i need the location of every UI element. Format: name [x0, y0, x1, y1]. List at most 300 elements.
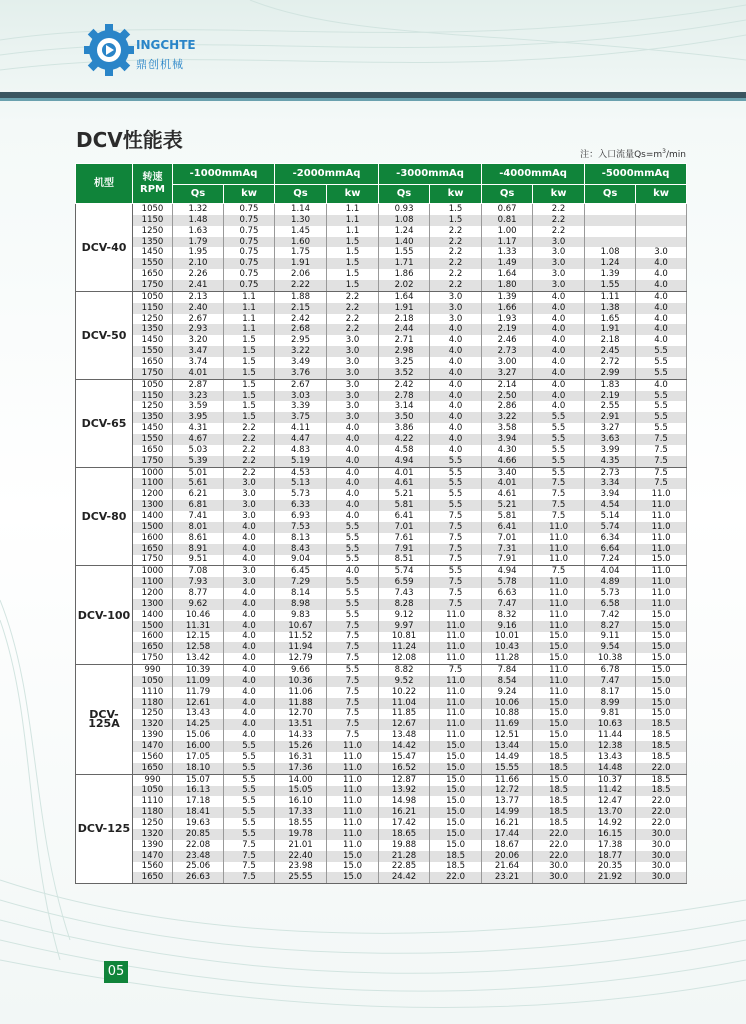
table-row — [76, 357, 687, 368]
cell-kw-3000: 7.5 — [430, 665, 482, 676]
header-model: 机型 — [76, 164, 133, 204]
cell-kw-3000: 4.0 — [430, 379, 482, 390]
cell-qs-2000: 15.05 — [275, 786, 327, 797]
table-row — [76, 741, 687, 752]
cell-rpm: 1650 — [133, 269, 173, 280]
cell-qs-3000: 3.52 — [379, 368, 430, 379]
cell-qs-5000: 10.38 — [585, 653, 636, 664]
cell-qs-5000: 1.38 — [585, 303, 636, 314]
cell-kw-2000: 2.2 — [327, 291, 379, 302]
cell-kw-4000: 3.0 — [533, 258, 585, 269]
model-group — [76, 566, 687, 665]
cell-kw-1000: 0.75 — [224, 237, 275, 248]
cell-kw-5000: 30.0 — [636, 872, 687, 883]
model-group — [76, 379, 687, 467]
cell-qs-1000: 11.79 — [173, 687, 224, 698]
cell-kw-3000: 4.0 — [430, 423, 482, 434]
cell-qs-1000: 4.67 — [173, 434, 224, 445]
table-row — [76, 719, 687, 730]
unit-note-exponent: 3 — [662, 148, 666, 155]
cell-kw-2000: 7.5 — [327, 719, 379, 730]
cell-qs-4000: 8.54 — [482, 676, 533, 687]
cell-kw-2000: 4.0 — [327, 566, 379, 577]
cell-kw-2000: 3.0 — [327, 357, 379, 368]
table-row — [76, 346, 687, 357]
cell-kw-2000: 11.0 — [327, 829, 379, 840]
cell-kw-3000: 3.0 — [430, 314, 482, 325]
cell-kw-3000: 4.0 — [430, 391, 482, 402]
cell-kw-2000: 11.0 — [327, 807, 379, 818]
cell-qs-3000: 4.22 — [379, 434, 430, 445]
cell-kw-4000: 30.0 — [533, 872, 585, 883]
cell-qs-3000: 17.42 — [379, 818, 430, 829]
cell-qs-1000: 1.48 — [173, 215, 224, 226]
cell-kw-2000: 5.5 — [327, 533, 379, 544]
cell-qs-2000: 18.55 — [275, 818, 327, 829]
table-row — [76, 314, 687, 325]
model-name-cell: DCV-65 — [76, 379, 133, 467]
cell-qs-1000: 17.18 — [173, 796, 224, 807]
cell-kw-3000: 3.0 — [430, 291, 482, 302]
cell-qs-1000: 17.05 — [173, 752, 224, 763]
table-row — [76, 642, 687, 653]
not-available-cell — [636, 237, 687, 248]
model-group — [76, 291, 687, 379]
cell-qs-3000: 4.01 — [379, 467, 430, 478]
cell-kw-4000: 15.0 — [533, 719, 585, 730]
cell-qs-5000: 7.42 — [585, 610, 636, 621]
cell-kw-5000: 30.0 — [636, 840, 687, 851]
cell-kw-1000: 0.75 — [224, 215, 275, 226]
header-speed-rpm: RPM — [140, 183, 165, 195]
cell-qs-2000: 2.67 — [275, 379, 327, 390]
cell-qs-2000: 5.73 — [275, 489, 327, 500]
cell-rpm: 1400 — [133, 511, 173, 522]
cell-rpm: 1390 — [133, 840, 173, 851]
cell-kw-2000: 7.5 — [327, 730, 379, 741]
cell-kw-4000: 7.5 — [533, 478, 585, 489]
cell-qs-3000: 2.71 — [379, 335, 430, 346]
table-row — [76, 632, 687, 643]
cell-kw-3000: 2.2 — [430, 237, 482, 248]
cell-qs-3000: 13.92 — [379, 786, 430, 797]
table-row — [76, 379, 687, 390]
cell-kw-2000: 4.0 — [327, 511, 379, 522]
cell-kw-3000: 7.5 — [430, 599, 482, 610]
model-name-cell: DCV-125 — [76, 774, 133, 884]
cell-qs-4000: 20.06 — [482, 851, 533, 862]
cell-qs-4000: 3.27 — [482, 368, 533, 379]
cell-qs-3000: 3.86 — [379, 423, 430, 434]
table-row — [76, 588, 687, 599]
cell-qs-4000: 2.46 — [482, 335, 533, 346]
cell-kw-2000: 3.0 — [327, 368, 379, 379]
cell-qs-2000: 3.75 — [275, 412, 327, 423]
table-row — [76, 226, 687, 237]
cell-qs-2000: 9.83 — [275, 610, 327, 621]
cell-qs-3000: 5.81 — [379, 500, 430, 511]
cell-kw-1000: 0.75 — [224, 280, 275, 291]
cell-qs-3000: 1.40 — [379, 237, 430, 248]
cell-qs-5000: 6.78 — [585, 665, 636, 676]
cell-qs-5000: 6.34 — [585, 533, 636, 544]
cell-kw-1000: 4.0 — [224, 621, 275, 632]
cell-kw-1000: 1.5 — [224, 379, 275, 390]
cell-qs-4000: 2.19 — [482, 324, 533, 335]
cell-kw-5000: 18.5 — [636, 752, 687, 763]
cell-kw-3000: 5.5 — [430, 500, 482, 511]
cell-rpm: 1350 — [133, 237, 173, 248]
cell-qs-1000: 2.40 — [173, 303, 224, 314]
table-row — [76, 423, 687, 434]
table-row — [76, 280, 687, 291]
cell-kw-2000: 4.0 — [327, 456, 379, 467]
cell-qs-4000: 17.44 — [482, 829, 533, 840]
cell-qs-3000: 16.21 — [379, 807, 430, 818]
cell-kw-5000: 4.0 — [636, 379, 687, 390]
cell-kw-4000: 18.5 — [533, 807, 585, 818]
cell-qs-1000: 20.85 — [173, 829, 224, 840]
cell-qs-5000: 21.92 — [585, 872, 636, 883]
cell-qs-3000: 2.44 — [379, 324, 430, 335]
cell-qs-4000: 1.80 — [482, 280, 533, 291]
cell-qs-2000: 11.52 — [275, 632, 327, 643]
cell-qs-2000: 8.14 — [275, 588, 327, 599]
cell-qs-5000: 13.70 — [585, 807, 636, 818]
cell-rpm: 1250 — [133, 709, 173, 720]
cell-kw-1000: 5.5 — [224, 796, 275, 807]
cell-rpm: 1650 — [133, 763, 173, 774]
table-row — [76, 577, 687, 588]
cell-qs-5000: 17.38 — [585, 840, 636, 851]
cell-qs-3000: 9.12 — [379, 610, 430, 621]
cell-rpm: 1110 — [133, 796, 173, 807]
cell-kw-4000: 2.2 — [533, 215, 585, 226]
cell-kw-1000: 5.5 — [224, 807, 275, 818]
cell-kw-1000: 4.0 — [224, 665, 275, 676]
cell-kw-3000: 15.0 — [430, 807, 482, 818]
cell-qs-4000: 1.49 — [482, 258, 533, 269]
cell-kw-5000: 4.0 — [636, 335, 687, 346]
cell-qs-4000: 1.17 — [482, 237, 533, 248]
cell-kw-4000: 11.0 — [533, 533, 585, 544]
cell-kw-1000: 1.5 — [224, 335, 275, 346]
cell-qs-1000: 7.08 — [173, 566, 224, 577]
cell-qs-3000: 8.28 — [379, 599, 430, 610]
table-row — [76, 324, 687, 335]
cell-kw-3000: 7.5 — [430, 544, 482, 555]
cell-kw-5000: 15.0 — [636, 687, 687, 698]
cell-kw-1000: 5.5 — [224, 752, 275, 763]
cell-kw-2000: 2.2 — [327, 324, 379, 335]
cell-kw-5000: 3.0 — [636, 247, 687, 258]
cell-qs-3000: 2.78 — [379, 391, 430, 402]
cell-kw-5000: 30.0 — [636, 829, 687, 840]
cell-kw-5000: 11.0 — [636, 577, 687, 588]
cell-kw-3000: 15.0 — [430, 741, 482, 752]
cell-kw-1000: 4.0 — [224, 730, 275, 741]
cell-kw-1000: 2.2 — [224, 456, 275, 467]
table-row — [76, 599, 687, 610]
cell-qs-1000: 9.62 — [173, 599, 224, 610]
cell-kw-1000: 4.0 — [224, 632, 275, 643]
cell-qs-2000: 3.39 — [275, 401, 327, 412]
cell-kw-1000: 1.5 — [224, 346, 275, 357]
brand-name-cn: 鼎创机械 — [136, 58, 184, 71]
cell-kw-4000: 4.0 — [533, 303, 585, 314]
table-row — [76, 215, 687, 226]
cell-kw-4000: 3.0 — [533, 237, 585, 248]
cell-kw-3000: 5.5 — [430, 566, 482, 577]
cell-qs-1000: 2.41 — [173, 280, 224, 291]
cell-kw-5000: 5.5 — [636, 357, 687, 368]
cell-rpm: 1470 — [133, 741, 173, 752]
cell-kw-4000: 5.5 — [533, 467, 585, 478]
cell-kw-3000: 11.0 — [430, 730, 482, 741]
header-kw: kw — [636, 185, 687, 204]
cell-qs-2000: 10.36 — [275, 676, 327, 687]
cell-qs-3000: 3.50 — [379, 412, 430, 423]
cell-qs-5000: 1.55 — [585, 280, 636, 291]
table-row — [76, 687, 687, 698]
cell-kw-4000: 5.5 — [533, 456, 585, 467]
cell-kw-5000: 22.0 — [636, 807, 687, 818]
cell-qs-3000: 9.52 — [379, 676, 430, 687]
cell-qs-3000: 5.21 — [379, 489, 430, 500]
cell-kw-4000: 4.0 — [533, 391, 585, 402]
table-row — [76, 237, 687, 248]
cell-qs-4000: 10.01 — [482, 632, 533, 643]
cell-qs-2000: 1.14 — [275, 204, 327, 215]
cell-kw-2000: 3.0 — [327, 412, 379, 423]
cell-kw-1000: 0.75 — [224, 247, 275, 258]
cell-qs-5000: 8.27 — [585, 621, 636, 632]
cell-kw-1000: 1.5 — [224, 368, 275, 379]
cell-kw-3000: 4.0 — [430, 368, 482, 379]
cell-qs-1000: 3.74 — [173, 357, 224, 368]
cell-kw-5000: 4.0 — [636, 324, 687, 335]
cell-kw-4000: 11.0 — [533, 577, 585, 588]
cell-kw-1000: 1.1 — [224, 291, 275, 302]
cell-kw-1000: 1.1 — [224, 314, 275, 325]
cell-kw-4000: 18.5 — [533, 818, 585, 829]
cell-rpm: 1550 — [133, 434, 173, 445]
not-available-cell — [636, 204, 687, 215]
cell-rpm: 1650 — [133, 642, 173, 653]
cell-kw-2000: 2.2 — [327, 303, 379, 314]
model-name-cell: DCV-50 — [76, 291, 133, 379]
cell-rpm: 1650 — [133, 357, 173, 368]
cell-kw-2000: 7.5 — [327, 676, 379, 687]
cell-qs-4000: 3.94 — [482, 434, 533, 445]
cell-kw-4000: 4.0 — [533, 401, 585, 412]
cell-qs-5000: 4.04 — [585, 566, 636, 577]
cell-kw-3000: 7.5 — [430, 555, 482, 566]
cell-qs-1000: 23.48 — [173, 851, 224, 862]
table-row — [76, 522, 687, 533]
cell-qs-5000: 2.99 — [585, 368, 636, 379]
cell-qs-1000: 4.31 — [173, 423, 224, 434]
cell-kw-4000: 11.0 — [533, 555, 585, 566]
cell-qs-4000: 3.00 — [482, 357, 533, 368]
cell-qs-1000: 2.87 — [173, 379, 224, 390]
cell-qs-1000: 15.07 — [173, 774, 224, 785]
cell-qs-2000: 22.40 — [275, 851, 327, 862]
cell-kw-1000: 2.2 — [224, 467, 275, 478]
cell-kw-3000: 7.5 — [430, 533, 482, 544]
cell-kw-3000: 18.5 — [430, 862, 482, 873]
cell-qs-3000: 8.51 — [379, 555, 430, 566]
cell-qs-4000: 2.86 — [482, 401, 533, 412]
cell-qs-3000: 11.04 — [379, 698, 430, 709]
cell-qs-4000: 6.63 — [482, 588, 533, 599]
cell-qs-3000: 19.88 — [379, 840, 430, 851]
cell-qs-3000: 1.24 — [379, 226, 430, 237]
cell-qs-3000: 1.64 — [379, 291, 430, 302]
cell-kw-3000: 4.0 — [430, 412, 482, 423]
cell-kw-5000: 11.0 — [636, 522, 687, 533]
cell-kw-4000: 2.2 — [533, 226, 585, 237]
cell-kw-5000: 5.5 — [636, 412, 687, 423]
cell-qs-1000: 6.21 — [173, 489, 224, 500]
cell-kw-2000: 1.5 — [327, 247, 379, 258]
cell-kw-3000: 11.0 — [430, 653, 482, 664]
cell-qs-1000: 1.79 — [173, 237, 224, 248]
cell-kw-2000: 1.1 — [327, 204, 379, 215]
cell-qs-3000: 6.41 — [379, 511, 430, 522]
cell-qs-1000: 12.58 — [173, 642, 224, 653]
cell-qs-1000: 8.61 — [173, 533, 224, 544]
cell-kw-2000: 11.0 — [327, 796, 379, 807]
cell-kw-1000: 0.75 — [224, 258, 275, 269]
cell-kw-4000: 4.0 — [533, 335, 585, 346]
cell-qs-5000: 6.64 — [585, 544, 636, 555]
cell-qs-5000: 5.73 — [585, 588, 636, 599]
cell-qs-2000: 1.30 — [275, 215, 327, 226]
cell-qs-1000: 2.93 — [173, 324, 224, 335]
cell-kw-2000: 7.5 — [327, 709, 379, 720]
cell-kw-1000: 7.5 — [224, 840, 275, 851]
cell-qs-4000: 2.50 — [482, 391, 533, 402]
cell-kw-1000: 5.5 — [224, 741, 275, 752]
cell-kw-5000: 15.0 — [636, 709, 687, 720]
cell-qs-4000: 9.16 — [482, 621, 533, 632]
table-row — [76, 511, 687, 522]
cell-qs-1000: 10.46 — [173, 610, 224, 621]
cell-rpm: 990 — [133, 774, 173, 785]
table-row — [76, 401, 687, 412]
cell-qs-3000: 7.43 — [379, 588, 430, 599]
cell-kw-5000: 4.0 — [636, 258, 687, 269]
cell-kw-1000: 3.0 — [224, 577, 275, 588]
cell-qs-3000: 11.85 — [379, 709, 430, 720]
cell-kw-5000: 5.5 — [636, 423, 687, 434]
header-pressure-1000: -1000mmAq — [173, 164, 275, 185]
cell-qs-2000: 11.06 — [275, 687, 327, 698]
cell-qs-1000: 12.15 — [173, 632, 224, 643]
cell-qs-3000: 14.98 — [379, 796, 430, 807]
cell-qs-4000: 4.94 — [482, 566, 533, 577]
table-row — [76, 829, 687, 840]
cell-kw-3000: 15.0 — [430, 796, 482, 807]
cell-qs-4000: 4.30 — [482, 445, 533, 456]
cell-qs-5000: 20.35 — [585, 862, 636, 873]
cell-qs-4000: 4.66 — [482, 456, 533, 467]
cell-kw-5000: 5.5 — [636, 401, 687, 412]
cell-kw-3000: 11.0 — [430, 621, 482, 632]
table-row — [76, 566, 687, 577]
cell-kw-4000: 3.0 — [533, 247, 585, 258]
cell-kw-1000: 5.5 — [224, 786, 275, 797]
header-speed — [133, 164, 173, 204]
cell-qs-4000: 3.40 — [482, 467, 533, 478]
cell-rpm: 1320 — [133, 719, 173, 730]
cell-qs-5000: 18.77 — [585, 851, 636, 862]
cell-kw-2000: 15.0 — [327, 851, 379, 862]
cell-kw-3000: 3.0 — [430, 303, 482, 314]
cell-rpm: 1180 — [133, 807, 173, 818]
cell-kw-2000: 3.0 — [327, 379, 379, 390]
cell-kw-3000: 4.0 — [430, 346, 482, 357]
cell-rpm: 1150 — [133, 391, 173, 402]
table-row — [76, 335, 687, 346]
cell-qs-1000: 2.67 — [173, 314, 224, 325]
cell-qs-5000: 2.72 — [585, 357, 636, 368]
header-kw: kw — [430, 185, 482, 204]
cell-kw-1000: 4.0 — [224, 719, 275, 730]
cell-kw-2000: 1.5 — [327, 269, 379, 280]
gear-logo-icon — [84, 20, 134, 80]
cell-kw-4000: 15.0 — [533, 653, 585, 664]
cell-qs-3000: 13.48 — [379, 730, 430, 741]
cell-kw-1000: 4.0 — [224, 599, 275, 610]
cell-kw-3000: 2.2 — [430, 280, 482, 291]
cell-qs-3000: 18.65 — [379, 829, 430, 840]
cell-qs-2000: 21.01 — [275, 840, 327, 851]
cell-kw-5000: 11.0 — [636, 544, 687, 555]
cell-kw-2000: 5.5 — [327, 522, 379, 533]
cell-qs-2000: 19.78 — [275, 829, 327, 840]
model-group — [76, 774, 687, 884]
cell-qs-5000: 8.99 — [585, 698, 636, 709]
cell-qs-2000: 1.75 — [275, 247, 327, 258]
cell-kw-5000: 11.0 — [636, 588, 687, 599]
cell-kw-1000: 5.5 — [224, 774, 275, 785]
cell-qs-4000: 18.67 — [482, 840, 533, 851]
header-speed-cn: 转速 — [142, 171, 163, 183]
cell-kw-5000: 7.5 — [636, 445, 687, 456]
cell-qs-4000: 1.66 — [482, 303, 533, 314]
cell-rpm: 1320 — [133, 829, 173, 840]
cell-kw-3000: 15.0 — [430, 840, 482, 851]
cell-qs-2000: 16.10 — [275, 796, 327, 807]
cell-kw-4000: 15.0 — [533, 774, 585, 785]
cell-rpm: 1750 — [133, 456, 173, 467]
cell-rpm: 1050 — [133, 676, 173, 687]
cell-rpm: 1300 — [133, 500, 173, 511]
cell-kw-1000: 7.5 — [224, 862, 275, 873]
cell-qs-5000: 13.43 — [585, 752, 636, 763]
cell-qs-4000: 1.39 — [482, 291, 533, 302]
cell-rpm: 1100 — [133, 478, 173, 489]
cell-kw-1000: 7.5 — [224, 851, 275, 862]
cell-kw-5000: 15.0 — [636, 610, 687, 621]
cell-qs-2000: 5.19 — [275, 456, 327, 467]
cell-kw-5000: 11.0 — [636, 599, 687, 610]
not-available-cell — [636, 226, 687, 237]
cell-kw-3000: 15.0 — [430, 774, 482, 785]
cell-kw-5000: 22.0 — [636, 818, 687, 829]
